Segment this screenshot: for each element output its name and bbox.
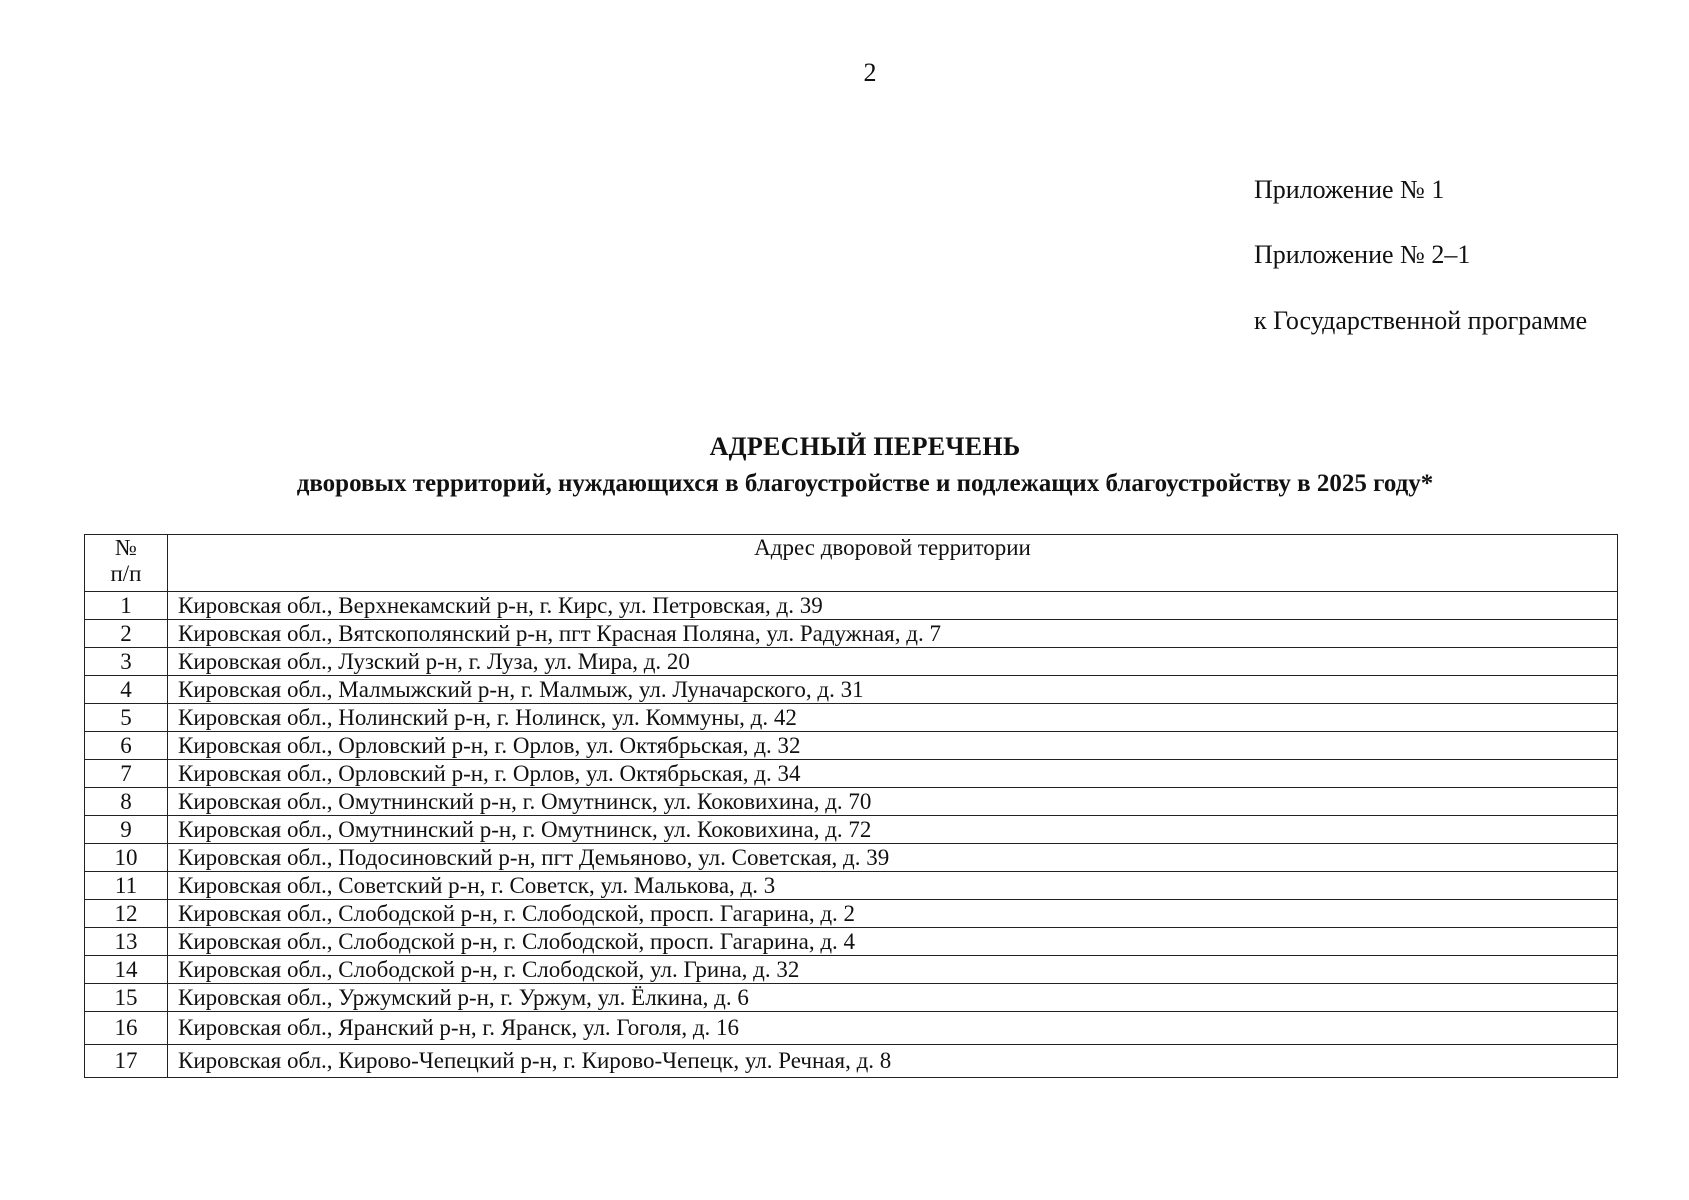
row-address: Кировская обл., Лузский р-н, г. Луза, ул. Мира, д. 20 xyxy=(168,648,1618,676)
row-address: Кировская обл., Вятскополянский р-н, пгт Красная Поляна, ул. Радужная, д. 7 xyxy=(168,620,1618,648)
row-number: 16 xyxy=(85,1012,168,1045)
row-address: Кировская обл., Уржумский р-н, г. Уржум, ул. Ёлкина, д. 6 xyxy=(168,984,1618,1012)
row-number: 9 xyxy=(85,816,168,844)
row-number: 7 xyxy=(85,760,168,788)
table-row xyxy=(85,676,1618,704)
row-number: 14 xyxy=(85,956,168,984)
row-number: 10 xyxy=(85,844,168,872)
table-row xyxy=(85,872,1618,900)
table-row xyxy=(85,816,1618,844)
row-number: 15 xyxy=(85,984,168,1012)
row-number: 17 xyxy=(85,1045,168,1078)
row-number: 2 xyxy=(85,620,168,648)
table-row xyxy=(85,648,1618,676)
address-table xyxy=(84,534,1618,1078)
appendix-line-1: Приложение № 1 xyxy=(1254,175,1445,204)
row-address: Кировская обл., Яранский р-н, г. Яранск, ул. Гоголя, д. 16 xyxy=(168,1012,1618,1045)
page-number: 2 xyxy=(863,58,877,87)
row-address: Кировская обл., Верхнекамский р-н, г. Кирс, ул. Петровская, д. 39 xyxy=(168,592,1618,620)
appendix-line-2: Приложение № 2–1 xyxy=(1254,240,1471,269)
header-address: Адрес дворовой территории xyxy=(168,535,1618,592)
table-row xyxy=(85,592,1618,620)
row-address: Кировская обл., Слободской р-н, г. Слободской, просп. Гагарина, д. 2 xyxy=(168,900,1618,928)
table-row xyxy=(85,620,1618,648)
row-number: 6 xyxy=(85,732,168,760)
table-row xyxy=(85,1045,1618,1078)
table-row xyxy=(85,956,1618,984)
row-address: Кировская обл., Подосиновский р-н, пгт Демьяново, ул. Советская, д. 39 xyxy=(168,844,1618,872)
row-number: 8 xyxy=(85,788,168,816)
row-address: Кировская обл., Кирово-Чепецкий р-н, г. Кирово-Чепецк, ул. Речная, д. 8 xyxy=(168,1045,1618,1078)
table-row xyxy=(85,984,1618,1012)
table-row xyxy=(85,844,1618,872)
table-row xyxy=(85,788,1618,816)
table-row xyxy=(85,928,1618,956)
row-address: Кировская обл., Омутнинский р-н, г. Омутнинск, ул. Коковихина, д. 70 xyxy=(168,788,1618,816)
table-row xyxy=(85,732,1618,760)
row-address: Кировская обл., Нолинский р-н, г. Нолинск, ул. Коммуны, д. 42 xyxy=(168,704,1618,732)
row-number: 11 xyxy=(85,872,168,900)
table-row xyxy=(85,1012,1618,1045)
row-address: Кировская обл., Слободской р-н, г. Слободской, просп. Гагарина, д. 4 xyxy=(168,928,1618,956)
table-row xyxy=(85,760,1618,788)
header-number-line1: № xyxy=(115,535,137,560)
table-header-row xyxy=(85,535,1618,592)
header-number-line2: п/п xyxy=(110,561,142,586)
table-row xyxy=(85,704,1618,732)
row-number: 4 xyxy=(85,676,168,704)
appendix-line-3: к Государственной программе xyxy=(1254,306,1588,335)
row-number: 12 xyxy=(85,900,168,928)
document-title: АДРЕСНЫЙ ПЕРЕЧЕНЬ xyxy=(709,432,1021,461)
header-number xyxy=(85,535,168,592)
row-address: Кировская обл., Советский р-н, г. Советск, ул. Малькова, д. 3 xyxy=(168,872,1618,900)
row-address: Кировская обл., Орловский р-н, г. Орлов, ул. Октябрьская, д. 32 xyxy=(168,732,1618,760)
row-address: Кировская обл., Орловский р-н, г. Орлов, ул. Октябрьская, д. 34 xyxy=(168,760,1618,788)
row-number: 1 xyxy=(85,592,168,620)
row-address: Кировская обл., Омутнинский р-н, г. Омутнинск, ул. Коковихина, д. 72 xyxy=(168,816,1618,844)
row-number: 3 xyxy=(85,648,168,676)
row-number: 13 xyxy=(85,928,168,956)
row-number: 5 xyxy=(85,704,168,732)
row-address: Кировская обл., Малмыжский р-н, г. Малмыж, ул. Луначарского, д. 31 xyxy=(168,676,1618,704)
row-address: Кировская обл., Слободской р-н, г. Слободской, ул. Грина, д. 32 xyxy=(168,956,1618,984)
document-subtitle: дворовых территорий, нуждающихся в благоустройстве и подлежащих благоустройству в 2025 году* xyxy=(296,470,1434,497)
table-row xyxy=(85,900,1618,928)
